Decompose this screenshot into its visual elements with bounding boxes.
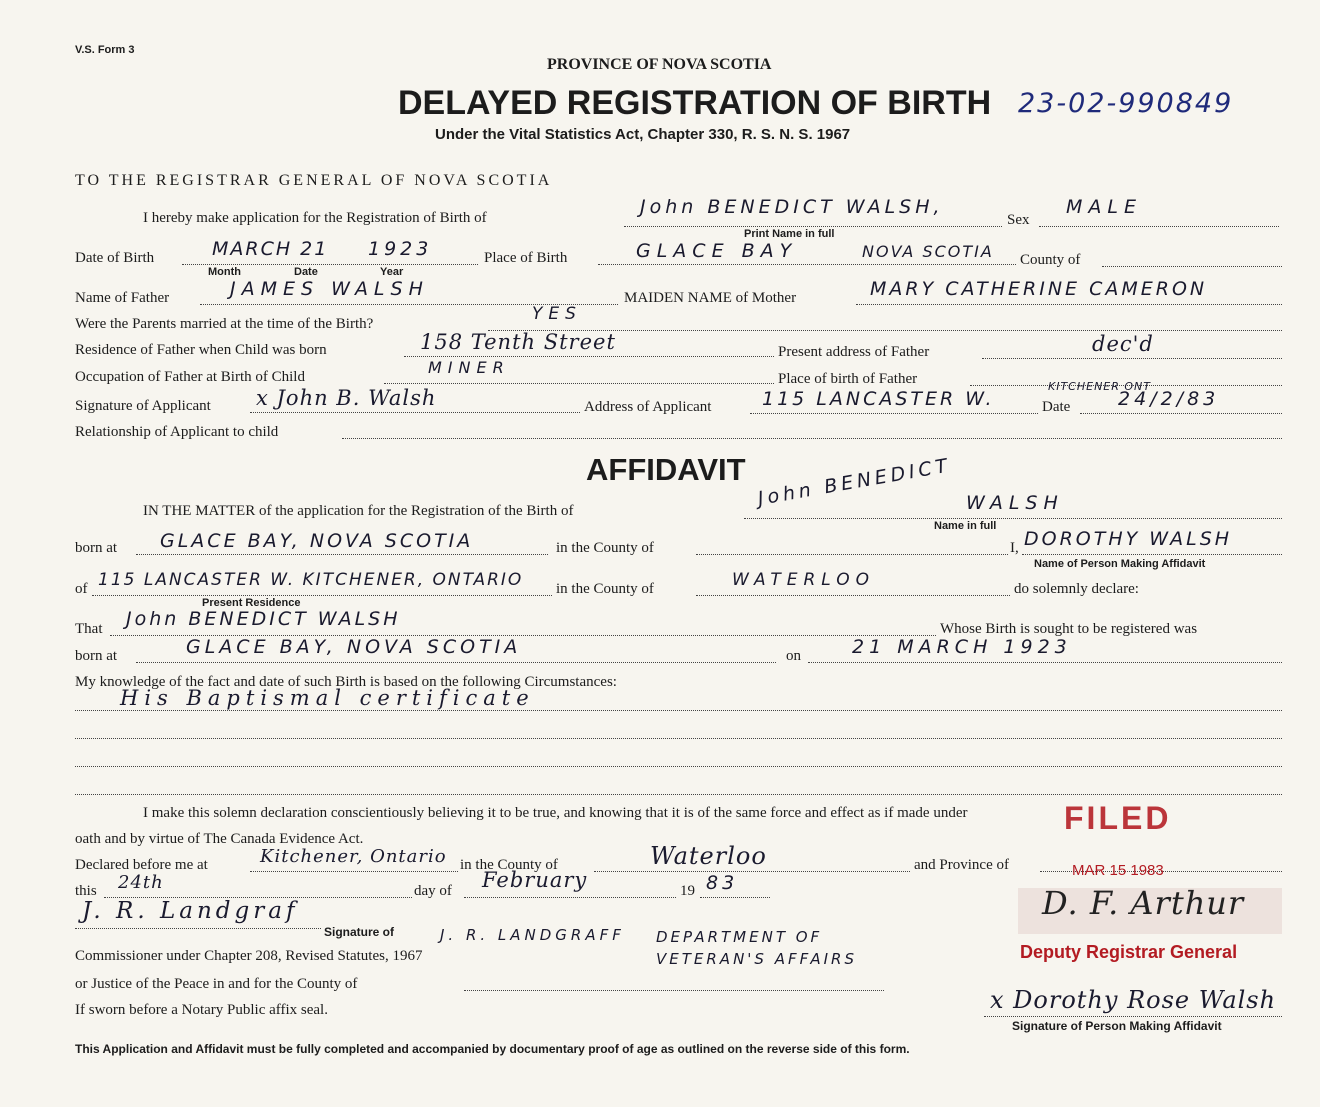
department-line-1: DEPARTMENT OF <box>656 928 823 946</box>
affiant-county-entry: WATERLOO <box>732 570 876 590</box>
applicant-city-entry: KITCHENER ONT <box>1048 380 1152 393</box>
signature-person-note: Signature of Person Making Affidavit <box>1012 1019 1222 1033</box>
present-father-entry: dec'd <box>1092 332 1154 356</box>
married-label: Were the Parents married at the time of the Birth? <box>75 316 374 332</box>
present-residence-note: Present Residence <box>202 597 301 609</box>
born-at-label: born at <box>75 540 118 556</box>
print-name-note: Print Name in full <box>744 228 835 240</box>
declaration-line-1: I make this solemn declaration conscientiously believing it to be true, and knowing that it is of the same force and effect as if made under <box>143 805 968 821</box>
that-label: That <box>75 621 103 637</box>
year-note: Year <box>380 266 404 278</box>
residence-entry: 158 Tenth Street <box>420 330 616 354</box>
sex-label: Sex <box>1007 212 1030 228</box>
knowledge-label: My knowledge of the fact and date of such Birth is based on the following Circumstances: <box>75 674 617 690</box>
day-entry: 24th <box>118 872 164 893</box>
deputy-signature: D. F. Arthur <box>1042 884 1245 922</box>
applicant-signature: x John B. Walsh <box>256 386 437 410</box>
occupation-label: Occupation of Father at Birth of Child <box>75 369 305 385</box>
circumstances-entry: His Baptismal certificate <box>120 686 535 710</box>
dob-year: 1923 <box>368 238 433 260</box>
affiant-county-label: in the County of <box>556 581 654 597</box>
present-father-label: Present address of Father <box>778 344 930 360</box>
in-county-label: in the County of <box>556 540 654 556</box>
year-entry: 83 <box>706 872 739 894</box>
deputy-registrar-title: Deputy Registrar General <box>1020 942 1238 962</box>
married-entry: YES <box>532 304 582 324</box>
relationship-label: Relationship of Applicant to child <box>75 424 279 440</box>
in-matter-label: IN THE MATTER of the application for the Registration of the Birth of <box>143 503 574 519</box>
mother-label: MAIDEN NAME of Mother <box>624 290 797 306</box>
and-province-label: and Province of <box>914 857 1009 873</box>
applicant-address-entry: 115 LANCASTER W. <box>762 388 995 410</box>
name-in-full-note: Name in full <box>934 520 997 532</box>
sex-entry: MALE <box>1066 196 1142 218</box>
child-name-entry: John BENEDICT WALSH, <box>640 196 944 218</box>
notary-label: If sworn before a Notary Public affix seal. <box>75 1002 328 1018</box>
province-heading: PROVINCE OF NOVA SCOTIA <box>547 56 772 73</box>
addressee-line: TO THE REGISTRAR GENERAL OF NOVA SCOTIA <box>75 172 553 189</box>
born-at-label-2: born at <box>75 648 118 664</box>
this-label: this <box>75 883 97 899</box>
application-label: I hereby make application for the Registration of Birth of <box>143 210 487 226</box>
father-label: Name of Father <box>75 290 170 306</box>
month-entry: February <box>482 868 588 892</box>
affidavit-heading: AFFIDAVIT <box>586 452 746 487</box>
applicant-date-entry: 24/2/83 <box>1118 388 1220 410</box>
commissioner-label: Commissioner under Chapter 208, Revised Statutes, 1967 <box>75 948 423 964</box>
person-affidavit-note: Name of Person Making Affidavit <box>1034 558 1206 570</box>
that-on-entry: 21 MARCH 1923 <box>852 636 1072 658</box>
father-birthplace-label: Place of birth of Father <box>778 371 918 387</box>
footer-instruction: This Application and Affidavit must be fully completed and accompanied by documentary proof of age as outlined on the reverse side of this form. <box>75 1042 910 1056</box>
commissioner-signature: J. R. Landgraf <box>82 898 299 924</box>
registration-number: 23-02-990849 <box>1018 88 1234 119</box>
affiant-name-entry: DOROTHY WALSH <box>1024 528 1233 550</box>
father-name-entry: JAMES WALSH <box>230 278 429 300</box>
justice-label: or Justice of the Peace in and for the County of <box>75 976 358 992</box>
date-note: Date <box>294 266 318 278</box>
affidavit-child-name-1: John BENEDICT <box>756 454 953 510</box>
affiant-residence-entry: 115 LANCASTER W. KITCHENER, ONTARIO <box>98 570 524 590</box>
applicant-signature-label: Signature of Applicant <box>75 398 211 414</box>
declaration-line-2: oath and by virtue of The Canada Evidence Act. <box>75 831 364 847</box>
nineteen-label: 19 <box>680 883 695 899</box>
dob-label: Date of Birth <box>75 250 155 266</box>
declared-place-entry: Kitchener, Ontario <box>260 846 447 867</box>
declared-before-label: Declared before me at <box>75 857 208 873</box>
birth-province-entry: NOVA SCOTIA <box>862 242 994 261</box>
of-label: of <box>75 581 88 597</box>
that-born-at-entry: GLACE BAY, NOVA SCOTIA <box>186 636 522 658</box>
day-of-label: day of <box>414 883 452 899</box>
filed-date: MAR 15 1983 <box>1072 862 1164 879</box>
declared-county-label: in the County of <box>460 857 558 873</box>
county-label: County of <box>1020 252 1081 268</box>
i-label: I, <box>1010 540 1019 556</box>
filed-stamp: FILED <box>1064 800 1172 836</box>
applicant-date-label: Date <box>1042 399 1071 415</box>
month-note: Month <box>208 266 241 278</box>
affidavit-child-name-2: WALSH <box>966 492 1064 514</box>
pob-label: Place of Birth <box>484 250 568 266</box>
affidavit-born-at-entry: GLACE BAY, NOVA SCOTIA <box>160 530 474 552</box>
birth-place-entry: GLACE BAY <box>636 240 798 262</box>
affiant-signature: x Dorothy Rose Walsh <box>990 986 1277 1014</box>
solemnly-label: do solemnly declare: <box>1014 581 1139 597</box>
occupation-entry: MINER <box>428 358 510 377</box>
department-line-2: VETERAN'S AFFAIRS <box>656 950 857 968</box>
applicant-address-label: Address of Applicant <box>584 399 712 415</box>
act-subtitle: Under the Vital Statistics Act, Chapter 330, R. S. N. S. 1967 <box>435 126 851 143</box>
mother-name-entry: MARY CATHERINE CAMERON <box>870 278 1208 300</box>
commissioner-print-name: J. R. LANDGRAFF <box>440 926 625 944</box>
form-title: DELAYED REGISTRATION OF BIRTH <box>398 84 992 122</box>
whose-birth-label: Whose Birth is sought to be registered was <box>940 621 1198 637</box>
declared-county-entry: Waterloo <box>650 842 767 870</box>
form-number: V.S. Form 3 <box>75 44 135 56</box>
that-name-entry: John BENEDICT WALSH <box>126 608 401 630</box>
on-label: on <box>786 648 801 664</box>
dob-month-date: MARCH 21 <box>212 238 329 260</box>
residence-label: Residence of Father when Child was born <box>75 342 327 358</box>
signature-of-label: Signature of <box>324 925 395 939</box>
